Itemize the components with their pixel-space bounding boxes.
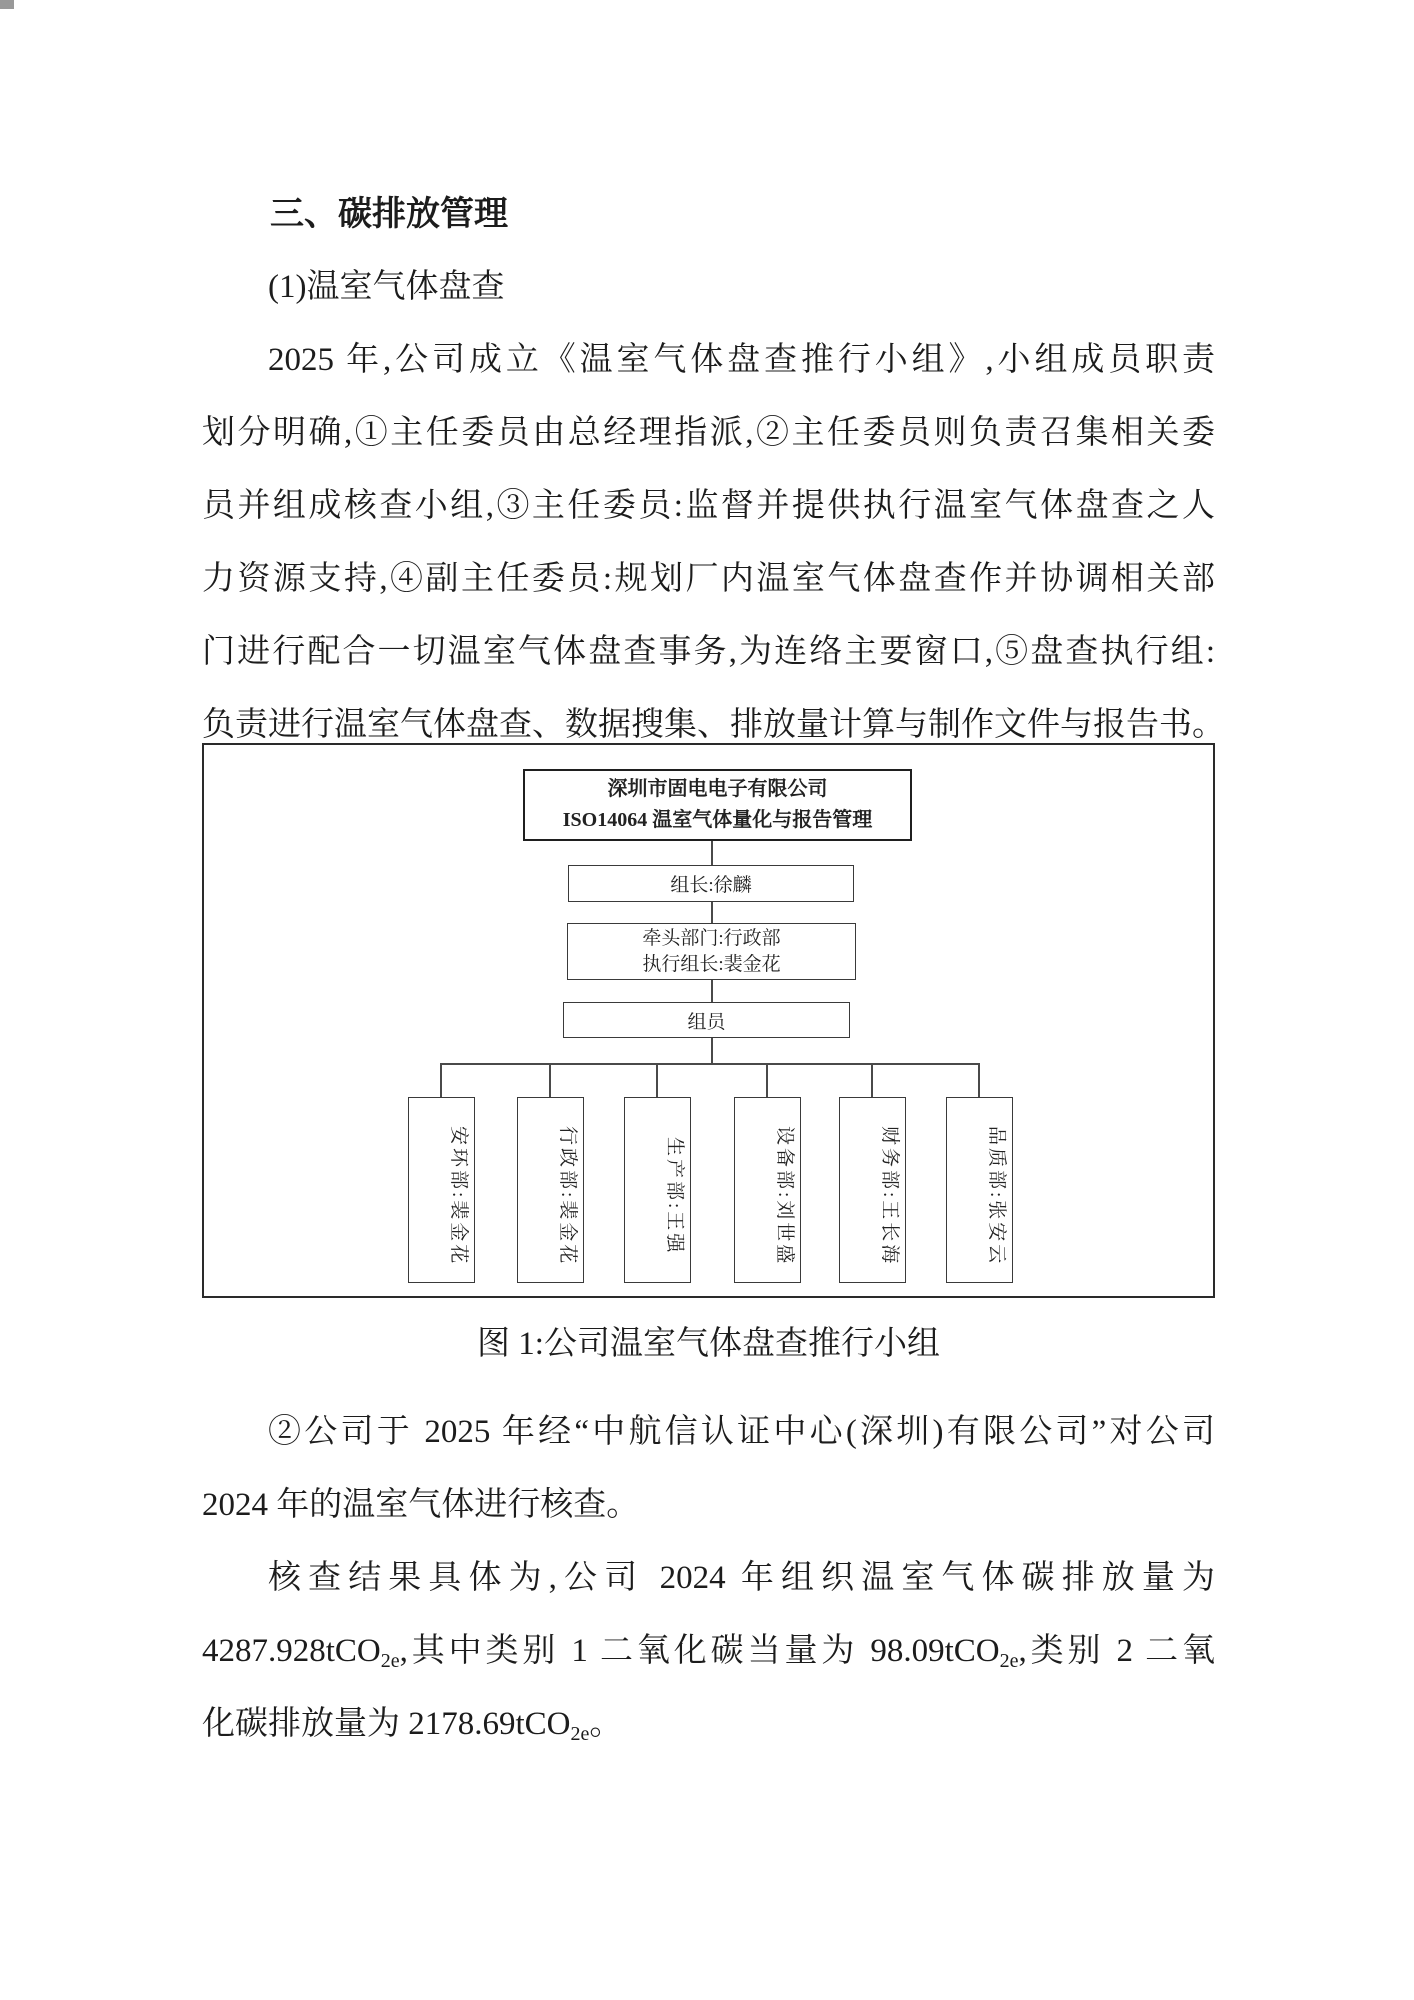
org-members-box: 组员 [563, 1002, 850, 1038]
text-line: 2025 年,公司成立《温室气体盘查推行小组》,小组成员职责 [268, 342, 1216, 378]
co2-subscript: 2e [380, 1650, 400, 1672]
connector-rail [441, 1063, 980, 1065]
text-line: ②公司于 2025 年经“中航信认证中心(深圳)有限公司”对公司 [268, 1414, 1215, 1450]
figure-caption: 图 1:公司温室气体盘查推行小组 [477, 1326, 940, 1362]
org-member-box: 安环部:裴金花 [408, 1097, 475, 1283]
connector-stub [766, 1063, 768, 1097]
org-member-box: 生产部:王强 [624, 1097, 691, 1283]
connector-stub [440, 1063, 442, 1097]
connector-vertical [711, 902, 713, 923]
text-line: 2024 年的温室气体进行核查。 [202, 1487, 640, 1523]
connector-stub [978, 1063, 980, 1097]
co2-subscript: 2e [999, 1650, 1019, 1672]
sentence-end: 。 [589, 1706, 623, 1742]
text-line: 负责进行温室气体盘查、数据搜集、排放量计算与制作文件与报告书。 [202, 707, 1225, 743]
paragraph-1 [202, 324, 1225, 762]
org-member-box: 行政部:裴金花 [517, 1097, 584, 1283]
paragraph-3 [202, 1542, 1215, 1761]
text-line: 门进行配合一切温室气体盘查事务,为连络主要窗口,⑤盘查执行组: [202, 634, 1215, 670]
emission-total: 4287.928tCO [202, 1633, 381, 1669]
text-line: 员并组成核查小组,③主任委员:监督并提供执行温室气体盘查之人 [202, 488, 1215, 524]
lead-department: 牵头部门:行政部 [642, 927, 781, 949]
org-member-box: 设备部:刘世盛 [734, 1097, 801, 1283]
category2-emission: 化碳排放量为 2178.69tCO [202, 1706, 571, 1742]
text-line: 划分明确,①主任委员由总经理指派,②主任委员则负责召集相关委 [202, 415, 1215, 451]
executive-leader: 执行组长:裴金花 [642, 953, 781, 975]
paragraph-2 [202, 1396, 1215, 1542]
company-name: 深圳市固电电子有限公司 [607, 778, 828, 800]
category1-emission: ,其中类别 1 二氧化碳当量为 98.09tCO [399, 1633, 1000, 1669]
connector-vertical [711, 1038, 713, 1063]
text-line [202, 1688, 1215, 1761]
text-line: 核查结果具体为,公司 2024 年组织温室气体碳排放量为 [268, 1560, 1215, 1596]
iso-standard-label: ISO14064 温室气体量化与报告管理 [562, 809, 873, 831]
text-line [202, 1615, 1215, 1688]
connector-vertical [711, 841, 713, 865]
sub-heading: (1)温室气体盘查 [268, 269, 505, 305]
connector-stub [549, 1063, 551, 1097]
org-chart-figure [202, 743, 1215, 1298]
connector-stub [656, 1063, 658, 1097]
org-root-box [523, 769, 912, 841]
text-line: 力资源支持,④副主任委员:规划厂内温室气体盘查作并协调相关部 [202, 561, 1215, 597]
org-member-box: 财务部:王长海 [839, 1097, 906, 1283]
category2-lead-in: ,类别 2 二氧 [1018, 1633, 1216, 1669]
org-member-box: 品质部:张安云 [946, 1097, 1013, 1283]
connector-stub [871, 1063, 873, 1097]
org-lead-department-box [567, 923, 856, 980]
section-heading: 三、碳排放管理 [270, 196, 508, 233]
org-leader-box: 组长:徐麟 [568, 865, 854, 902]
co2-subscript: 2e [570, 1723, 590, 1745]
connector-vertical [711, 980, 713, 1002]
